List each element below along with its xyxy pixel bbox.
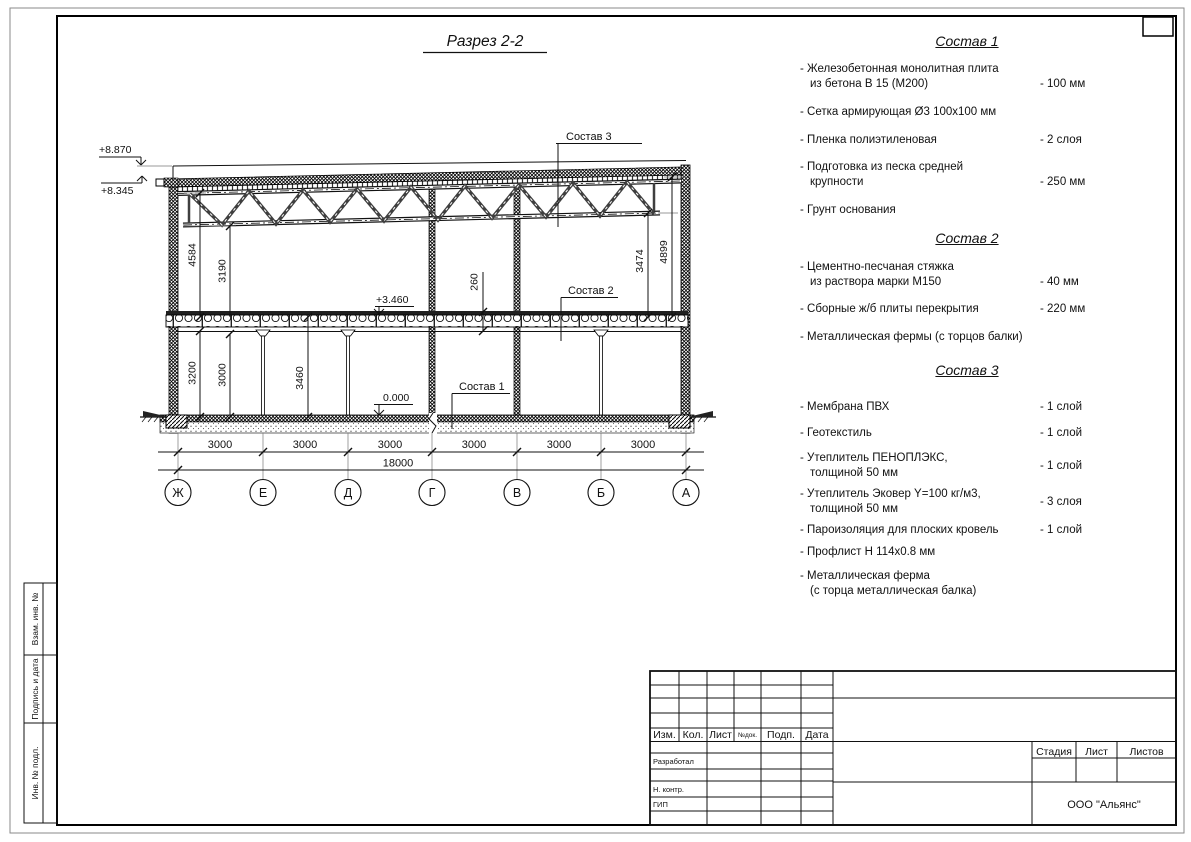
stamp-podpis-data: Подпись и дата [30,658,40,720]
tb-kol: Кол. [682,729,704,741]
axis-bubbles [165,480,699,506]
tb-role-gip: ГИП [653,800,668,809]
comp3-title: Состав 3 [935,362,999,378]
dim-total: 18000 [382,457,414,470]
dim-4584: 4584 [186,243,199,267]
comp2-item3: - Металлическая фермы (с торцов балки) [800,331,1023,343]
comp1-item3: - Пленка полиэтиленовая - 2 слоя [800,134,1082,146]
section-title: Разрез 2-2 [446,33,524,50]
tb-list: Лист [709,729,732,741]
stamp-inv-podl: Инв. № подл. [30,746,40,800]
callout-sostav1: Состав 1 [459,381,505,393]
left-foundation-pad [166,415,187,428]
dim-4899: 4899 [658,240,670,264]
tb-role-razrabotal: Разработал [653,757,694,766]
tb-stage: Стадия [1036,746,1072,758]
axis-b: Б [596,486,606,500]
comp3-item2: - Геотекстиль - 1 слой [800,427,1083,439]
comp3-item4: - Утеплитель Эковер Y=100 кг/м3, толщиной 50 мм - 3 слоя [800,488,1082,515]
axis-d: Д [343,486,353,500]
comp3-item1: - Мембрана ПВХ - 1 слой [800,401,1083,413]
dim-260: 260 [468,273,481,291]
tb-company: ООО "Альянс" [1067,799,1141,811]
horizontal-dim-chain [158,433,704,479]
comp1-item4: - Подготовка из песка средней крупности - 250 мм [800,161,1086,188]
right-wall [681,165,690,433]
left-wall [169,187,178,433]
dim-3474: 3474 [634,249,646,273]
column-v [514,185,520,417]
callout-sostav2: Состав 2 [568,285,614,297]
tb-data: Дата [805,729,829,741]
comp3-item6: - Профлист Н 114х0.8 мм [800,546,936,558]
dim-bay-6: 3000 [630,439,656,451]
comp2-item2: - Сборные ж/б плиты перекрытия - 220 мм [800,303,1086,315]
title-block [650,671,1176,825]
level-0000: 0.000 [383,392,410,404]
top-right-doc-box [1143,17,1173,36]
tb-sheets: Листов [1129,746,1164,758]
comp1-title: Состав 1 [935,33,999,49]
tb-ndok: №док. [737,732,758,739]
comp1-item5: - Грунт основания [800,204,896,216]
floor2-slab [166,311,688,332]
dim-3200: 3200 [186,361,199,385]
comp3-item3: - Утеплитель ПЕНОПЛЭКС, толщиной 50 мм - 1 слой [800,452,1083,479]
dim-bay-2: 3000 [292,439,318,451]
dim-bay-5: 3000 [546,439,572,451]
dim-3190: 3190 [216,259,229,283]
dim-bay-3: 3000 [377,439,403,451]
tb-podp: Подп. [767,729,795,741]
level-3460: +3.460 [376,294,409,306]
right-foundation-pad [669,415,690,428]
comp3-item7: - Металлическая ферма (с торца металлическая балка) [800,570,977,597]
ground-slab [160,413,694,434]
column-g [429,187,435,417]
axis-e: Е [258,486,268,500]
axis-zh: Ж [172,486,184,500]
dim-3460: 3460 [294,366,306,390]
callout-sostav3: Состав 3 [566,131,612,143]
level-8870: +8.870 [99,144,132,156]
tb-sheet: Лист [1085,746,1108,758]
comp3-item5: - Пароизоляция для плоских кровель - 1 слой [800,524,1083,536]
level-8345: +8.345 [101,185,134,197]
dim-bay-4: 3000 [461,439,487,451]
axis-a: А [681,486,691,500]
comp2-title: Состав 2 [935,230,999,246]
dim-3000: 3000 [216,363,229,387]
comp1-item2: - Сетка армирующая Ø3 100х100 мм [800,106,997,118]
left-cornice [156,179,164,186]
dim-bay-1: 3000 [207,439,233,451]
left-stamp-column [24,583,57,823]
tb-role-nkontr: Н. контр. [653,785,684,794]
axis-v: В [512,486,522,500]
building-section [140,161,716,435]
stamp-vzam-inv: Взам. инв. № [30,592,40,646]
comp2-item1: - Цементно-песчаная стяжка из раствора марки М150 - 40 мм [800,261,1079,288]
comp1-item1: - Железобетонная монолитная плита из бетона В 15 (М200) - 100 мм [800,63,1086,90]
tb-izm: Изм. [653,729,676,741]
axis-g: Г [428,486,436,500]
